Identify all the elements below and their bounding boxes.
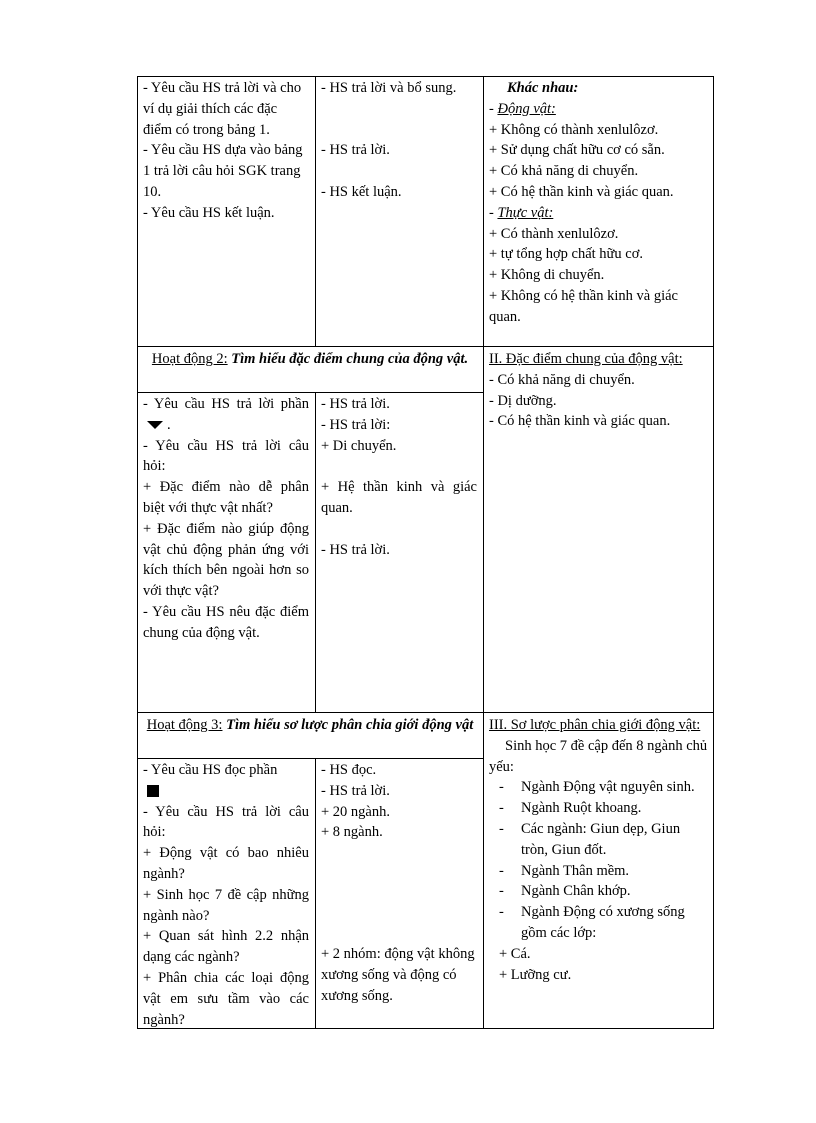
content-intro: Sinh học 7 đề cập đến 8 ngành chủ yếu:	[489, 737, 708, 775]
teacher-line	[143, 760, 309, 802]
activity3-content-cell	[489, 715, 709, 985]
teacher-line: - Yêu cầu HS kết luận.	[143, 204, 275, 221]
student-line: - HS trả lời.	[321, 142, 390, 159]
row1-content-cell	[489, 78, 709, 328]
teacher-intro: - Yêu cầu HS đọc phần	[143, 762, 278, 778]
content-title: Khác nhau:	[507, 80, 579, 96]
teacher-line: + Sinh học 7 đề cập những ngành nào?	[143, 886, 309, 924]
row1-teacher-cell	[143, 78, 309, 224]
content-item: - Ngành Chân khớp.	[497, 881, 709, 902]
activity2-student-cell	[321, 394, 477, 560]
content-item: - Ngành Động vật nguyên sinh.	[497, 777, 709, 798]
activity3-student-cell	[321, 760, 477, 843]
student-line: + 2 nhóm: động vật không xương sống và động có xương sống.	[321, 946, 475, 1004]
section-heading: III. Sơ lược phân chia giới động vật:	[489, 717, 701, 733]
teacher-line: + Phân chia các loại động vật em sưu tầm vào các ngành?	[143, 969, 309, 1028]
teacher-line: - Yêu cầu HS trả lời phần.	[143, 396, 309, 433]
table-right-border	[713, 76, 714, 1029]
student-line: - HS kết luận.	[321, 183, 402, 200]
student-line: + Hệ thần kinh và giác quan.	[321, 479, 477, 516]
student-line: - HS đọc.	[321, 762, 377, 778]
activity2-label: Hoạt động 2:	[151, 351, 228, 367]
activity2-teacher-cell	[143, 394, 309, 644]
plant-item: + Có thành xenlulôzơ.	[489, 225, 619, 242]
content-item: - Các ngành: Giun dẹp, Giun tròn, Giun đốt.	[497, 819, 709, 861]
teacher-intro: - Yêu cầu HS trả lời phần	[143, 396, 309, 412]
teacher-line: - Yêu cầu HS nêu đặc điểm chung của động vật.	[143, 603, 309, 641]
activity2-content-cell	[489, 349, 709, 432]
animal-item: + Sử dụng chất hữu cơ có sẵn.	[489, 142, 665, 159]
content-sub-item: + Lưỡng cư.	[499, 966, 572, 983]
teacher-line: - Yêu cầu HS trả lời và cho ví dụ giải thích các đặc điểm có trong bảng 1.	[143, 80, 302, 138]
content-sub-item: + Cá.	[499, 945, 531, 962]
row-divider	[137, 712, 714, 713]
student-column-divider	[315, 758, 316, 1029]
content-column-divider	[483, 76, 484, 1029]
teacher-line: - Yêu cầu HS dựa vào bảng 1 trả lời câu hỏi SGK trang 10.	[143, 142, 303, 200]
content-item: - Có khả năng di chuyển.	[489, 371, 635, 388]
table-top-border	[137, 76, 714, 77]
lesson-table	[137, 76, 714, 1029]
student-line: + 20 ngành.	[321, 803, 390, 820]
activity3-label: Hoạt động 3:	[146, 717, 223, 733]
teacher-line: - Yêu cầu HS trả lời câu hỏi:	[143, 437, 309, 475]
animal-label-text: Động vật:	[497, 100, 556, 117]
plant-item: + Không có hệ thần kinh và giác quan.	[489, 287, 678, 325]
teacher-line: + Đặc điểm nào dễ phân biệt với thực vật nhất?	[143, 479, 309, 516]
animal-item: + Không có thành xenlulôzơ.	[489, 121, 659, 138]
animal-item: + Có khả năng di chuyển.	[489, 163, 639, 180]
student-column-divider	[315, 76, 316, 346]
activity3-student-group-cell	[321, 944, 477, 1006]
content-item: - Ngành Thân mềm.	[497, 861, 709, 882]
plant-item: + tự tổng hợp chất hữu cơ.	[489, 246, 643, 263]
teacher-line: + Đặc điểm nào giúp động vật chủ động phản ứng với kích thích bên ngoài hơn so với thực vật?	[143, 520, 309, 600]
row1-student-cell	[321, 78, 477, 203]
activity3-header	[141, 715, 479, 736]
activity3-teacher-cell	[143, 760, 309, 1030]
student-line: - HS trả lời.	[321, 782, 390, 799]
content-item: - Dị dưỡng.	[489, 392, 557, 409]
teacher-line: + Quan sát hình 2.2 nhận dạng các ngành?	[143, 928, 309, 966]
student-line: - HS trả lời và bổ sung.	[321, 80, 457, 96]
triangle-down-icon	[147, 421, 163, 429]
teacher-line: - Yêu cầu HS trả lời câu hỏi:	[143, 803, 309, 841]
student-line: - HS trả lời.	[321, 396, 390, 412]
animal-item: + Có hệ thần kinh và giác quan.	[489, 183, 674, 200]
section-heading: II. Đặc điểm chung của động vật:	[489, 351, 683, 367]
plant-label-text: Thực vật:	[497, 204, 554, 221]
row-divider	[137, 392, 484, 393]
activity3-title: Tìm hiểu sơ lược phân chia giới động vật	[226, 717, 474, 733]
plant-label: - Thực vật:	[489, 204, 554, 221]
plant-item: + Không di chuyển.	[489, 267, 605, 284]
activity2-header	[141, 349, 479, 370]
activity2-title: Tìm hiểu đặc điểm chung của động vật.	[231, 351, 469, 367]
table-left-border	[137, 76, 138, 1029]
black-square-icon	[147, 785, 159, 797]
student-line: - HS trả lời:	[321, 416, 391, 433]
student-line: + 8 ngành.	[321, 824, 383, 841]
content-item: - Có hệ thần kinh và giác quan.	[489, 413, 671, 430]
row-divider	[137, 758, 484, 759]
row-divider	[137, 346, 714, 347]
animal-label: - Động vật:	[489, 100, 556, 117]
student-column-divider	[315, 392, 316, 712]
student-line: - HS trả lời.	[321, 541, 390, 558]
content-item: - Ngành Động có xương sống gồm các lớp:	[497, 902, 709, 944]
student-line: + Di chuyển.	[321, 437, 397, 454]
teacher-line: + Động vật có bao nhiêu ngành?	[143, 845, 309, 882]
content-item: - Ngành Ruột khoang.	[497, 798, 709, 819]
